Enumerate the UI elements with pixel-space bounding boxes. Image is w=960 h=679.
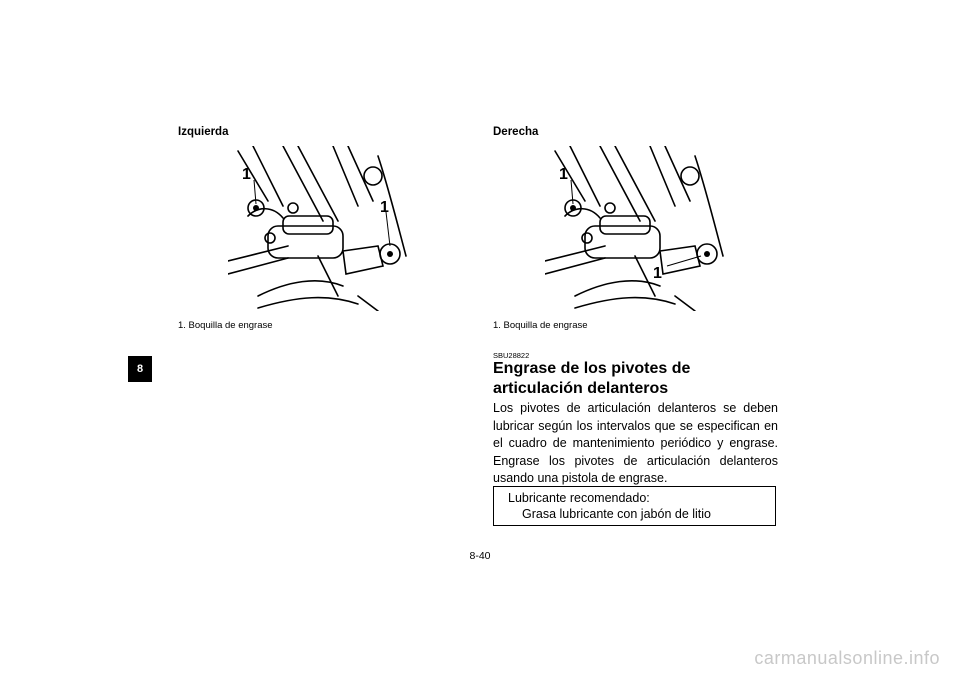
right-grease-nipple-illustration (545, 146, 725, 311)
left-callout-1: 1 (242, 166, 251, 183)
section-code: SBU28822 (493, 351, 530, 360)
right-subtitle: Derecha (493, 126, 539, 138)
left-subtitle: Izquierda (178, 126, 229, 138)
lubricant-box (493, 486, 776, 526)
right-callout-1: 1 (559, 166, 568, 183)
lubricant-value: Grasa lubricante con jabón de litio (522, 507, 712, 521)
right-callout-2: 1 (653, 265, 662, 282)
right-caption: 1. Boquilla de engrase (493, 320, 588, 331)
left-caption: 1. Boquilla de engrase (178, 320, 273, 331)
lubricant-label: Lubricante recomendado: (508, 491, 650, 505)
left-grease-nipple-illustration (228, 146, 408, 311)
section-heading: Engrase de los pivotes de articulación delanteros (493, 360, 691, 397)
left-callout-2: 1 (380, 199, 389, 216)
left-figure (228, 146, 408, 311)
section-body: Los pivotes de articulación delanteros se deben lubricar según los intervalos que se especifican en el cuadro de mantenimiento periódico y engrase. Engrase los pivotes de articulación delanteros usando una pistola de engrase. (493, 401, 778, 485)
right-figure (545, 146, 725, 311)
chapter-tab: 8 (128, 356, 152, 382)
page-number: 8-40 (469, 550, 491, 562)
watermark: carmanualsonline.info (754, 648, 940, 668)
